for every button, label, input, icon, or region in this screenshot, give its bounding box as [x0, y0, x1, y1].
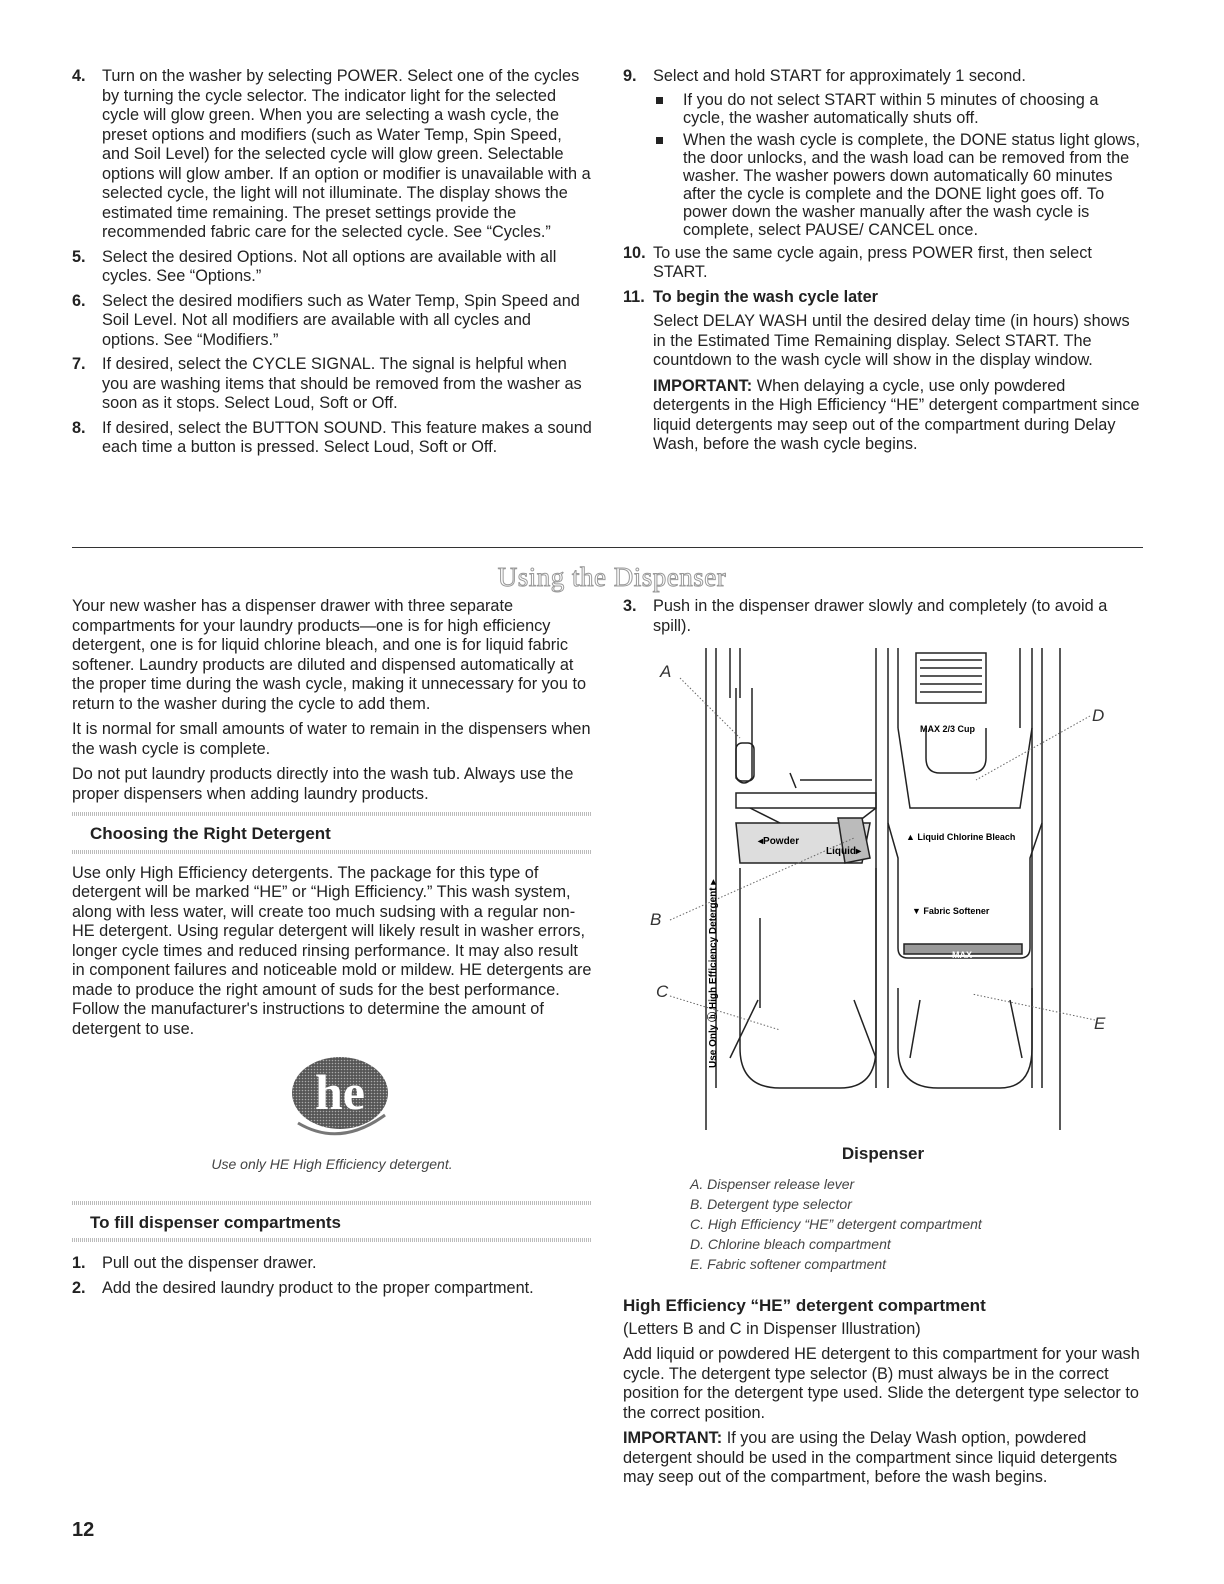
step-7: 7. If desired, select the CYCLE SIGNAL. The signal is helpful when you are washing items that should be removed from the washer as soon as it stops. Select Loud, Soft or Off.: [72, 355, 582, 412]
legend-item: A. Dispenser release lever: [690, 1176, 855, 1192]
figure-title: Dispenser: [841, 1144, 925, 1163]
fill-steps: [72, 1254, 592, 1298]
dispenser-illustration: [640, 648, 1120, 1138]
step-6: 6. Select the desired modifiers such as Water Temp, Spin Speed and Soil Level. Not all modifiers are available with all cycles and options. See “Modifiers.”: [72, 291, 580, 349]
he-compartment-sub: (Letters B and C in Dispenser Illustration): [623, 1319, 921, 1338]
bullet-item: When the wash cycle is complete, the DONE status light glows, the door unlocks, and the wash load can be removed from the washer. The washer powers down automatically 60 minutes after the cycle is complete and the DONE light goes off. To power down the washer manually after the wash cycle is complete, select PAUSE/ CANCEL once.: [653, 131, 1143, 239]
steps-4-8: [72, 67, 592, 458]
vertical-label: Use Only ⓗ High Efficiency Detergent ▸: [708, 879, 719, 1068]
max-text: MAX: [952, 950, 972, 960]
he-logo-icon: [280, 1053, 400, 1143]
step-3: 3. Push in the dispenser drawer slowly and completely (to avoid a spill).: [623, 597, 1108, 635]
fill-compartments-heading: To fill dispenser compartments: [90, 1212, 341, 1232]
section-divider: [72, 547, 1143, 548]
important-note: IMPORTANT: When delaying a cycle, use only powdered detergents in the High Efficiency “HE” detergent compartment since liquid detergents may seep out of the compartment during Delay Wash, before the wash cycle begins.: [653, 376, 1140, 453]
legend-item: E. Fabric softener compartment: [690, 1256, 887, 1272]
page-number: 12: [72, 1519, 95, 1541]
step-9-bullets: [653, 91, 1143, 239]
liquid-text: Liquid▸: [826, 846, 862, 857]
softener-text: ▼ Fabric Softener: [912, 906, 990, 916]
step-10: 10. To use the same cycle again, press POWER first, then select START.: [623, 243, 1092, 281]
max-cup-text: MAX 2/3 Cup: [920, 724, 976, 734]
label-b: B: [650, 910, 662, 929]
bottom-right-column: [623, 597, 1143, 641]
legend-item: B. Detergent type selector: [690, 1196, 852, 1212]
intro-paragraph: It is normal for small amounts of water to remain in the dispensers when the wash cycle is complete.: [72, 720, 591, 758]
top-right-column: [623, 67, 1143, 461]
dotted-rule: [72, 812, 592, 816]
intro-paragraph: Do not put laundry products directly into the wash tub. Always use the proper dispensers when adding laundry products.: [72, 765, 574, 803]
legend-item: D. Chlorine bleach compartment: [690, 1236, 891, 1252]
bleach-text: ▲ Liquid Chlorine Bleach: [906, 832, 1016, 842]
label-c: C: [656, 982, 669, 1001]
intro-paragraph: Your new washer has a dispenser drawer with three separate compartments for your laundry products—one is for high efficiency detergent, one is for liquid chlorine bleach, and one is for liquid fabric softener. Laundry products are diluted and dispensed automatically at the proper time during the wash cycle, making it unnecessary for you to return to the washer during the cycle to add them.: [72, 597, 587, 713]
label-e: E: [1094, 1014, 1106, 1033]
he-caption: Use only HE High Efficiency detergent.: [211, 1156, 453, 1172]
bottom-left-column: [72, 597, 592, 1303]
important-note-2: IMPORTANT: If you are using the Delay Wash option, powdered detergent should be used in the compartment since liquid detergents may seep out of the compartment, before the wash begins.: [623, 1429, 1118, 1486]
dotted-rule: [72, 1238, 592, 1242]
label-d: D: [1092, 706, 1105, 725]
he-compartment-heading: High Efficiency “HE” detergent compartment: [623, 1296, 986, 1315]
step-9: 9. Select and hold START for approximately 1 second. If you do not select START within 5 minutes of choosing a cycle, the washer automatically shuts off. When the wash cycle is complete, the DONE status light glows, the door unlocks, and the wash load can be removed from the washer. The washer powers down automatically 60 minutes after the cycle is complete and the DONE light goes off. To power down the washer manually after the wash cycle is complete, select PAUSE/ CANCEL once.: [623, 67, 1143, 239]
he-logo-text: he: [315, 1064, 365, 1120]
choosing-detergent-heading: Choosing the Right Detergent: [90, 824, 331, 843]
figure-legend: [690, 1174, 1110, 1274]
he-compartment-text: Add liquid or powdered HE detergent to this compartment for your wash cycle. The detergent type selector (B) must always be in the correct position for the detergent type used. Slide the detergent type selector to the correct position.: [623, 1345, 1140, 1422]
dotted-rule: [72, 850, 592, 854]
dispenser-figure: [640, 648, 1120, 1138]
legend-item: C. High Efficiency “HE” detergent compartment: [690, 1216, 982, 1232]
fill-step-1: 1. Pull out the dispenser drawer.: [72, 1254, 317, 1272]
step-4: 4. Turn on the washer by selecting POWER. Select one of the cycles by turning the cycle selector. The indicator light for the selected cycle will glow green. When you are selecting a wash cycle, the preset options and modifiers (such as Water Temp, Spin Speed, and Soil Level) for the selected cycle will glow green. Selectable options will glow amber. If an option or modifier is unavailable with a selected cycle, the light will not illuminate. The display shows the estimated time remaining. The preset settings provide the recommended fabric care for the selected cycle. See “Cycles.”: [72, 67, 591, 241]
section-title: Using the Dispenser: [497, 562, 727, 592]
step-11: 11. To begin the wash cycle later Select DELAY WASH until the desired delay time (in hours) shows in the Estimated Time Remaining display. Select START. The countdown to the wash cycle will show in the display window. IMPORTANT: When delaying a cycle, use only powdered detergents in the High Efficiency “HE” detergent compartment since liquid detergents may seep out of the compartment during Delay Wash, before the wash cycle begins.: [623, 288, 1143, 455]
bullet-item: If you do not select START within 5 minutes of choosing a cycle, the washer automatically shuts off.: [653, 91, 1143, 127]
dotted-rule: [72, 1201, 592, 1205]
top-left-column: [72, 67, 592, 463]
he-logo: [72, 1053, 592, 1153]
step-5: 5. Select the desired Options. Not all options are available with all cycles. See “Options.”: [72, 247, 557, 285]
step-8: 8. If desired, select the BUTTON SOUND. This feature makes a sound each time a button is pressed. Select Loud, Soft or Off.: [72, 418, 592, 456]
powder-text: ◂Powder: [758, 836, 800, 847]
step-11-text: Select DELAY WASH until the desired delay time (in hours) shows in the Estimated Time Remaining display. Select START. The countdown to the wash cycle will show in the display window.: [653, 312, 1130, 369]
label-a: A: [660, 662, 672, 681]
choosing-detergent-text: Use only High Efficiency detergents. The package for this type of detergent will be marked “HE” or “High Efficiency.” This wash system, along with less water, will create too much sudsing with a regular non-HE detergent. Using regular detergent will likely result in washer errors, longer cycle times and reduced rinsing performance. It may also result in component failures and noticeable mold or mildew. HE detergents are made to produce the right amount of suds for the best performance. Follow the manufacturer's instructions to determine the amount of detergent to use.: [72, 863, 592, 1038]
fill-step-2: 2. Add the desired laundry product to the proper compartment.: [72, 1278, 534, 1297]
he-compartment-section: [623, 1296, 1143, 1494]
